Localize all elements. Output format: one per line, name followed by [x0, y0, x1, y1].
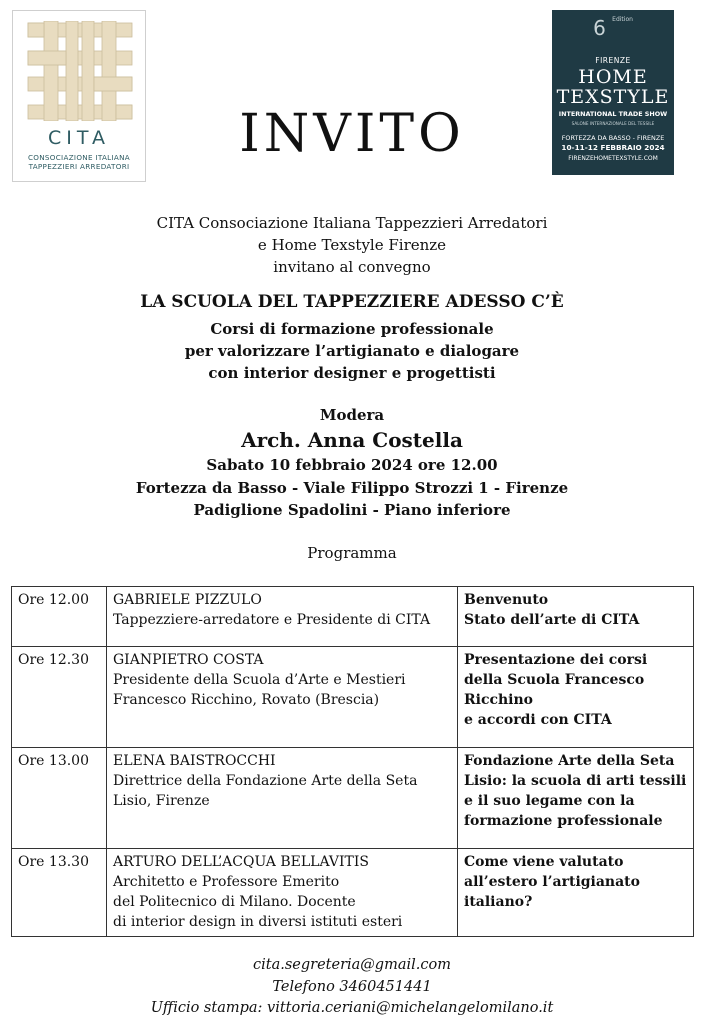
- topic-line: Presentazione dei corsi: [464, 652, 648, 668]
- program-time: Ore 13.30: [12, 849, 107, 937]
- program-table: [11, 586, 694, 937]
- table-row: [12, 849, 694, 937]
- topic-line: Come viene valutato: [464, 854, 624, 870]
- speaker-role: Architetto e Professore Emerito: [113, 874, 340, 890]
- topic-line: Benvenuto: [464, 592, 549, 608]
- speaker-role: Francesco Ricchino, Rovato (Brescia): [113, 692, 380, 708]
- topic-line: all’estero l’artigianato: [464, 874, 640, 890]
- speaker-name: ELENA BAISTROCCHI: [113, 753, 276, 769]
- speaker-role: del Politecnico di Milano. Docente: [113, 894, 356, 910]
- program-speaker: [107, 849, 458, 937]
- cita-logo-name: CITA: [48, 127, 110, 149]
- topic-line: Ricchino: [464, 692, 534, 708]
- fair-tagline: INTERNATIONAL TRADE SHOW: [558, 110, 668, 118]
- intro-line: e Home Texstyle Firenze: [257, 236, 447, 254]
- program-topic: [458, 587, 694, 647]
- event-title: LA SCUOLA DEL TAPPEZZIERE ADESSO C’È: [140, 292, 564, 312]
- edition-number: 6: [593, 16, 606, 40]
- press-office-contact[interactable]: Ufficio stampa: vittoria.ceriani@michelangelomilano.it: [150, 1000, 554, 1016]
- speaker-name: GIANPIETRO COSTA: [113, 652, 264, 668]
- event-room: Padiglione Spadolini - Piano inferiore: [193, 501, 511, 519]
- event-subtitle: per valorizzare l’artigianato e dialogare: [184, 342, 520, 360]
- moderator-label: Modera: [319, 406, 385, 424]
- speaker-role: Presidente della Scuola d’Arte e Mestieri: [113, 672, 406, 688]
- cita-logo-subtitle: TAPPEZZIERI ARREDATORI: [28, 162, 130, 171]
- fair-venue: FORTEZZA DA BASSO - FIRENZE: [561, 134, 665, 142]
- topic-line: e accordi con CITA: [464, 712, 612, 728]
- topic-line: della Scuola Francesco: [464, 672, 645, 688]
- program-speaker: [107, 647, 458, 748]
- topic-line: Stato dell’arte di CITA: [464, 612, 640, 628]
- topic-line: formazione professionale: [464, 813, 663, 829]
- speaker-name: ARTURO DELL’ACQUA BELLAVITIS: [113, 854, 369, 870]
- contact-email[interactable]: cita.segreteria@gmail.com: [253, 957, 451, 973]
- event-datetime: Sabato 10 febbraio 2024 ore 12.00: [206, 456, 498, 474]
- topic-line: Fondazione Arte della Seta: [464, 753, 675, 769]
- fair-website: FIRENZEHOMETEXSTYLE.COM: [568, 155, 658, 162]
- speaker-role: Lisio, Firenze: [113, 793, 210, 809]
- topic-line: e il suo legame con la: [464, 793, 635, 809]
- speaker-role: di interior design in diversi istituti esteri: [113, 914, 403, 930]
- cita-logo-subtitle: CONSOCIAZIONE ITALIANA: [27, 153, 131, 162]
- event-subtitle: con interior designer e progettisti: [208, 364, 496, 382]
- program-topic: [458, 849, 694, 937]
- speaker-name: GABRIELE PIZZULO: [113, 592, 262, 608]
- program-label: Programma: [307, 544, 397, 562]
- program-time: Ore 12.00: [12, 587, 107, 647]
- edition-badge: [552, 16, 674, 40]
- topic-line: italiano?: [464, 894, 533, 910]
- program-topic: [458, 647, 694, 748]
- table-row: [12, 748, 694, 849]
- intro-line: invitano al convegno: [273, 258, 431, 276]
- contact-phone: Telefono 3460451441: [272, 979, 432, 995]
- fair-salone: SALONE INTERNAZIONALE DEL TESSILE: [571, 121, 655, 126]
- speaker-role: Direttrice della Fondazione Arte della Seta: [113, 773, 418, 789]
- intro-line: CITA Consociazione Italiana Tappezzieri Arredatori: [156, 214, 548, 232]
- table-row: [12, 647, 694, 748]
- topic-line: Lisio: la scuola di arti tessili: [464, 773, 687, 789]
- program-time: Ore 12.30: [12, 647, 107, 748]
- table-row: [12, 587, 694, 647]
- moderator-name: Arch. Anna Costella: [241, 428, 463, 452]
- program-time: Ore 13.00: [12, 748, 107, 849]
- program-speaker: [107, 748, 458, 849]
- event-location: Fortezza da Basso - Viale Filippo Strozzi 1 - Firenze: [135, 479, 569, 497]
- fair-dates: 10-11-12 FEBBRAIO 2024: [561, 143, 665, 152]
- fair-name-line2: TEXSTYLE: [556, 86, 670, 108]
- program-speaker: [107, 587, 458, 647]
- fair-name-line1: HOME: [578, 66, 648, 88]
- program-topic: [458, 748, 694, 849]
- edition-word: Edition: [612, 16, 633, 23]
- speaker-role: Tappezziere-arredatore e Presidente di CITA: [113, 612, 431, 628]
- event-subtitle: Corsi di formazione professionale: [210, 320, 494, 338]
- invitation-heading: INVITO: [239, 104, 465, 164]
- fair-city: FIRENZE: [595, 56, 631, 65]
